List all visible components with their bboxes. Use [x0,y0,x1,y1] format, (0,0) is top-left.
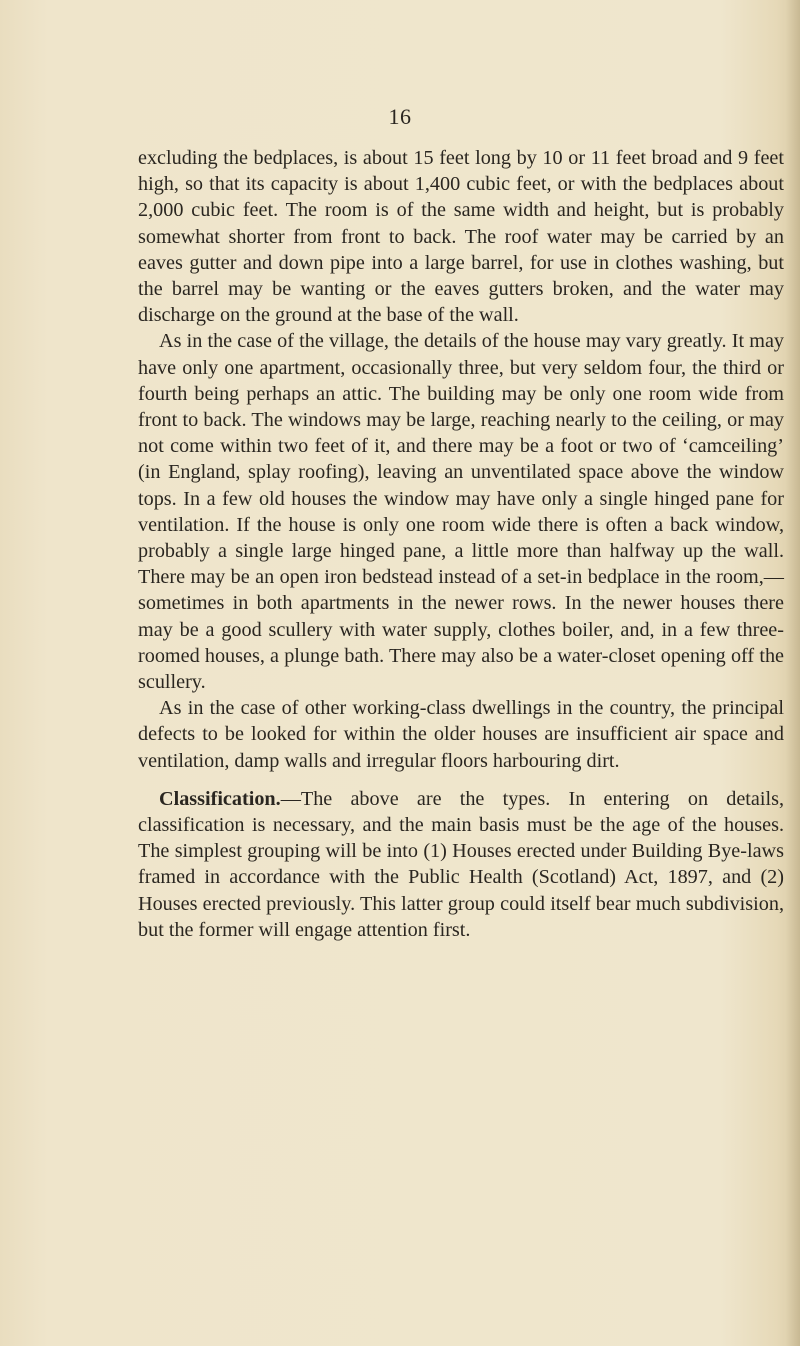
paragraph-4-body: —The above are the types. In entering on details, classification is necessary, and the main basis must be the age of the houses. The simplest grouping will be into (1) Houses erected under Building Bye-laws framed in accordance with the Public Health (Scotland) Act, 1897, and (2) Houses erected previously. This latter group could itself bear much subdivision, but the former will engage attention first. [138,787,784,941]
paragraph-4 [138,786,784,943]
paragraph-2: As in the case of the village, the details of the house may vary greatly. It may have only one apartment, occasionally three, but very seldom four, the third or fourth being perhaps an attic. The building may be only one room wide from front to back. The windows may be large, reaching nearly to the ceiling, or may not come within two feet of it, and there may be a foot or two of ‘camceiling’ (in England, splay roofing), leaving an unventilated space above the window tops. In a few old houses the window may have only a single hinged pane for ventilation. If the house is only one room wide there is often a back window, probably a single large hinged pane, a little more than halfway up the wall. There may be an open iron bedstead instead of a set-in bedplace in the room,—sometimes in both apartments in the newer rows. In the newer houses there may be a good scullery with water supply, clothes boiler, and, in a few three-roomed houses, a plunge bath. There may also be a water-closet opening off the scullery. [138,330,784,694]
page-edge-shadow [786,0,800,1346]
page-number: 16 [388,104,412,129]
paragraph-3: As in the case of other working-class dwellings in the country, the principal defects to be looked for within the older houses are insufficient air space and ventilation, damp walls and irregular floors harbouring dirt. [138,697,784,772]
body-text [138,145,784,943]
section-heading: Classification. [159,787,281,810]
paragraph-1: excluding the bedplaces, is about 15 feet long by 10 or 11 feet broad and 9 feet high, so that its capacity is about 1,400 cubic feet, or with the bedplaces about 2,000 cubic feet. The room is of the same width and height, but is probably somewhat shorter from front to back. The roof water may be carried by an eaves gutter and down pipe into a large barrel, for use in clothes washing, but the barrel may be wanting or the eaves gutters broken, and the water may discharge on the ground at the base of the wall. [138,147,784,327]
